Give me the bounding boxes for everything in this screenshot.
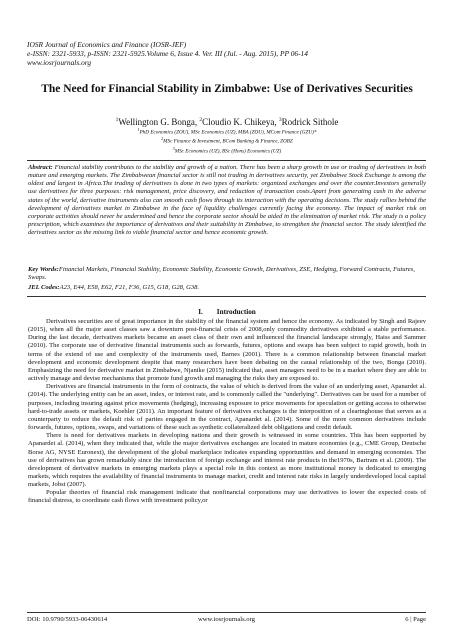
keywords-label: Key Words: [28,266,59,273]
affiliations [28,127,426,155]
footer-rule [27,612,426,613]
author-2-marker: 2 [199,117,203,123]
affiliation-1 [28,127,426,136]
footer-website: www.iosrjournals.org [198,616,255,623]
abstract-text: Financial stability contributes to the stability and growth of a nation. There has been a sharp growth in use or trading of derivatives in both mature and emerging markets. The Zimbabwean financial sector is still not trading in derivatives security, yet Zimbabwe Stock Exchange is among the oldest and largest in Africa.The trading of derivatives is done in two types of markets: organized exchanges and over the counter.Investors generally use derivatives for three purposes: risk management, price discovery, and reduction of transaction costs.Apart from generating cash in the adverse states of the world, derivative instruments also can smooth cash flows through its interaction with the operating decisions. The study rallies behind the development of derivatives market in Zimbabwe in the face of liquidity challenges currently facing the economy. The impact of market risk on corporate activities should never be undermined and hence the corporate sector should be aided in the elimination of market risk. The study is a policy prescription, which examines the importance of derivatives and their suitability in Zimbabwe, to strengthen the financial sector. The study identified the derivatives sector as the missing link to viable financial sector and hence economic growth. [28,164,426,237]
paper-title: The Need for Financial Stability in Zimbabwe: Use of Derivatives Securities [41,83,413,95]
affiliation-1-text: PhD Economics (ZOU), MSc Economics (UZ), MBA (ZOU), MCom Finance (GZU)* [139,129,317,136]
affiliation-2-text: MSc Finance & Investment, BCom Banking & Finance, ZOBZ [163,139,293,146]
section-heading [28,308,426,317]
affiliation-1-marker: 1 [137,127,140,132]
section-title: Introduction [216,308,256,316]
paragraph-3: There is need for derivatives markets in developing nations and their growth is witnessed in some countries. This has been supported by Apanardet al. (2014), when they indicated that, while the major derivatives exchanges are located in mature economies (e.g., CME Group, Deutsche Borse AG, NYSE Euronext), the development of the global marketplace indicates expanding opportunities and demand in emerging economies. The use of derivatives has grown remarkably since the introduction of foreign exchange and interest rate products in the1970s, Bartram et al. (2009). The development of derivative markets in emerging markets plays a special role in this context as more institutional money is dedicated to emerging markets, which requires the availability of financial instruments to manage market, credit and interest rate risks in largely underdeveloped local capital markets, Jobst (2007). [28,432,426,489]
jel-label: JEL Codes: [28,284,60,291]
abstract-bottom-rule [27,296,426,297]
abstract-label: Abstract: [28,164,53,171]
journal-issn-volume: e-ISSN: 2321-5933, p-ISSN: 2321-5925.Volume 6, Issue 4. Ver. III (Jul. - Aug. 2015), PP 06-14 [27,49,308,58]
affiliation-2-marker: 2 [161,136,164,142]
body-text [28,318,426,506]
journal-name: IOSR Journal of Economics and Finance (IOSR-JEF) [27,40,187,49]
paragraph-2: Derivatives are financial instruments in the form of contracts, the value of which is derived from the value of an underlying asset, Apanardet al. (2014). The underlying entity can be an asset, index, or interest rate, and is commonly called the "underlying". Derivatives can be used for a number of purposes, including insuring against price movements (hedging), increasing exposure to price movements for speculation or getting access to otherwise hard-to-trade assets or markets, Koehler (2011). An important feature of derivatives exchanges is the interposition of a clearinghouse that serves as a counterparty to reduce the default risk of parties engaged in the contract, Apanardet al. (2014). Some of the more common derivatives include forwards, futures, options, swaps, and variations of these such as synthetic collateralized debt obligations and credit default. [28,383,426,432]
keywords [28,266,426,282]
author-1-marker: 1 [115,117,119,123]
author-3: Rodrick Sithole [281,117,339,127]
journal-header [27,40,427,67]
jel-codes [28,284,426,292]
paragraph-4: Popular theories of financial risk management indicate that nonfinancial corporations may use derivatives to lower the expected costs of financial distress, to coordinate cash flows with investment policy,or [28,489,426,505]
author-3-marker: 3 [278,117,282,123]
paragraph-1: Derivatives securities are of great importance in the stability of the financial system and hence the economy. As indicated by Singh and Rajeev (2015), when all the major asset classes saw a downturn post-financial crisis of 2008,only commodity derivatives exhibited a stable performance. During the last decade, derivatives markets became an asset class of their own and influenced the financial landscape strongly, Haiss and Sammer (2010). The corporate use of derivative financial instruments such as forwards, futures, options and swaps has been subject to rapid growth, both in terms of the extend of use and complexity of the instruments used, Barnes (2001). There is a common relationship between financial market development and economic development despite that many researchers have been debating on the causal relationship of the two, Bonga (2010). Emphasizing the need for derivative market in Zimbabwe, Njanike (2015) indicated that, asset managers need to be in a market where they are able to actively manage and devise mechanisms that promote fund growth and managing the risks they are exposed to. [28,318,426,383]
abstract [28,164,426,237]
jel-text: A23, E44, E58, E62, F21, F36, G15, G18, G28, G38. [59,284,200,291]
affiliation-2 [28,136,426,145]
footer-doi: DOI: 10.9790/5933-06430614 [27,616,108,623]
abstract-top-rule [27,160,426,161]
affiliation-3-text: MSc Economics (UZ), BSc (Hons) Economics (UZ) [174,148,282,155]
author-1: Wellington G. Bonga, [118,117,200,127]
affiliation-3 [28,146,426,155]
footer-page-number: 6 | Page [405,616,426,623]
keywords-text: Financial Markets, Financial Stability, Economic Stability, Economic Growth, Derivatives, ZSE, Hedging, Forward Contracts, Futures, Swaps. [28,266,415,282]
section-number: I. [198,308,203,316]
journal-website: www.iosrjournals.org [27,58,92,67]
affiliation-3-marker: 3 [172,145,175,151]
author-2: Cloudio K. Chikeya, [202,117,279,127]
